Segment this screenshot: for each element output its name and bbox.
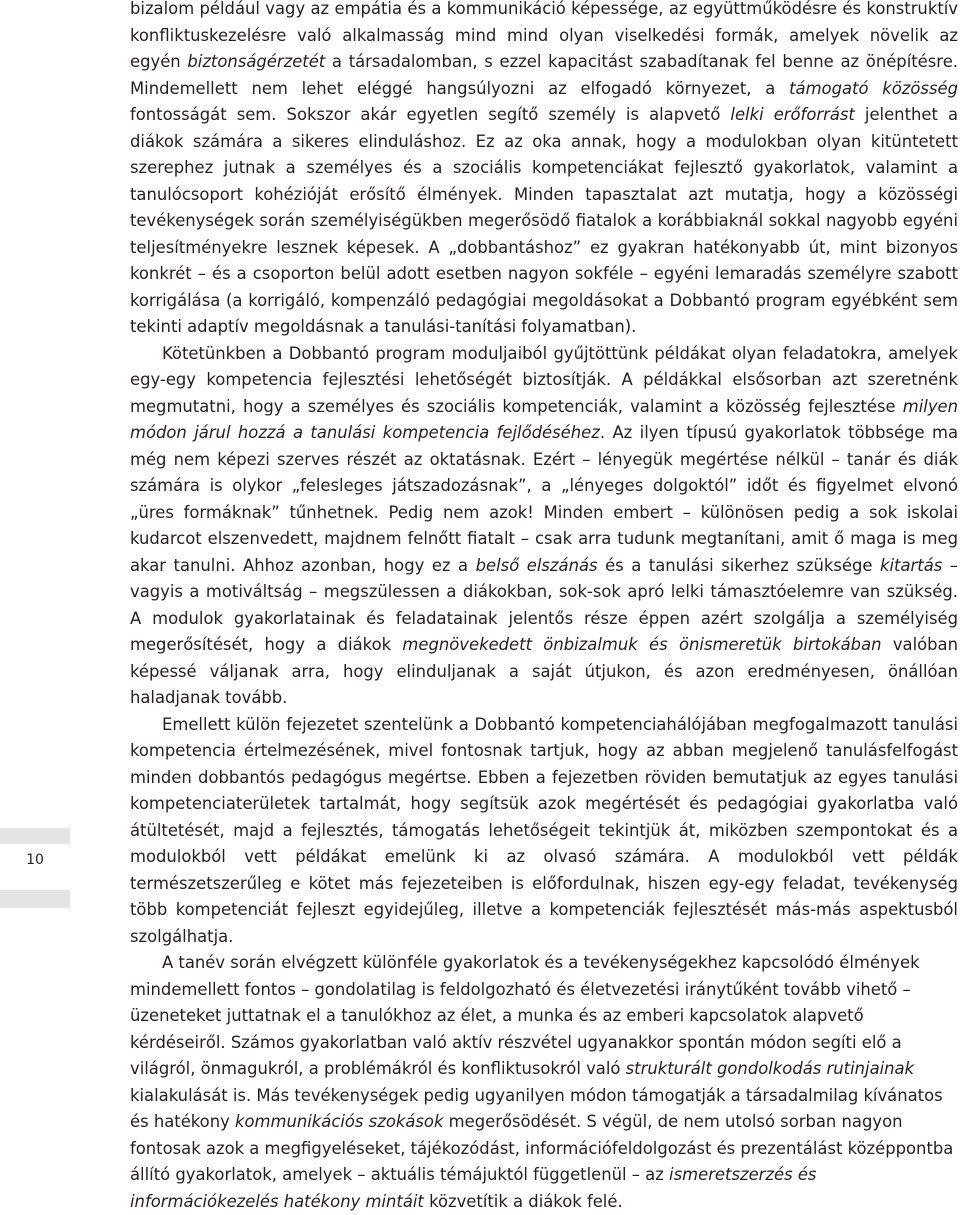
text-run: a társadalomban, s ezzel kapacitást szabadítanak fel benne az önépítésre. Mindemellett nem lehet eléggé hangsúlyozni az elfogadó környezet, a bbox=[130, 52, 958, 98]
paragraph bbox=[130, 341, 958, 712]
emphasized-text: belső elszánás bbox=[475, 555, 598, 575]
text-run: Emellett külön fejezetet szentelünk a Dobbantó kompetenciahálójában megfogalmazott tanulási kompetencia értelmezésének, mivel fontosnak tartjuk, hogy az abban megjelenő tanulásfelfogást minden dobbantós pedagógus megértse. Ebben a fejezetben röviden bemutatjuk az egyes tanulási kompetenciaterületek tartalmát, hogy segítsük azok megértését és pedagógiai gyakorlatba való átültetését, majd a fejlesztés, támogatás lehetőségeit tekintjük át, miközben szempontokat és a modulokból vett példákat emelünk ki az olvasó számára. A modulokból vett példák természetszerűleg e kötet más fejezeteiben is előfordulnak, hiszen egy-egy feladat, tevékenység több kompetenciát fejleszt egyidejűleg, illetve a kompetenciák fejlesztését más-más aspektusból szolgálhatja. bbox=[130, 714, 958, 946]
paragraph bbox=[130, 0, 958, 341]
paragraph bbox=[130, 712, 958, 951]
emphasized-text: milyen módon járul hozzá a tanulási kompetencia fejlődéséhez bbox=[130, 396, 958, 442]
margin-decoration-bar bbox=[0, 828, 70, 844]
paragraph bbox=[130, 950, 958, 1215]
emphasized-text: biztonságérzetét bbox=[187, 52, 326, 71]
emphasized-text: kommunikációs szokások bbox=[235, 1112, 444, 1131]
text-run: megerősödését. S végül, de nem utolsó sorban nagyon fontosak azok a megfigyeléseket, tájékozódást, információfeldolgozást és prezentálást középpontba állító gyakorlatok, amelyek – aktuális témájuktól függetlenül – az bbox=[130, 1112, 954, 1184]
text-run: Kötetünkben a Dobbantó program moduljaiból gyűjtöttünk példákat olyan feladatokra, amelyek egy-egy kompetencia fejlesztési lehetőségét biztosítják. A példákkal elsősorban azt szeretnénk megmutatni, hogy a személyes és szociális kompetenciák, valamint a közösség fejlesztése bbox=[130, 343, 958, 416]
text-run: fontosságát sem. Sokszor akár egyetlen segítő személy is alapvető bbox=[130, 105, 731, 124]
text-run: . Az ilyen típusú gyakorlatok többsége ma még nem képezi szerves részét az oktatásnak. Ezért – lényegük megértése nélkül – tanár és diák számára is olykor „felesleges játszadozásnak”, a „lényeges dolgoktól” időt és figyelmet elvonó „üres formáknak” tűnhetnek. Pedig nem azok! Minden embert – különösen pedig a sok iskolai kudarcot elszenvedett, majdnem felnőtt fiatalt – csak arra tudunk megtanítani, amit ő maga is meg akar tanulni. Ahhoz azonban, hogy ez a bbox=[130, 423, 958, 575]
emphasized-text: ismeretszerzés és információkezelés hatékony mintáit bbox=[130, 1165, 817, 1211]
text-run: jelenthet a diákok számára a sikeres elinduláshoz. Ez az oka annak, hogy a modulokban olyan kitüntetett szerephez jutnak a személyes és a szociális kompetenciákat fejlesztő gyakorlatok, valamint a tanulócsoport kohézióját erősítő élmények. Minden tapasztalat azt mutatja, hogy a közösségi tevékenységek során személyiségükben megerősödő fiatalok a korábbiaknál sokkal nagyobb egyéni teljesítményekre lesznek képesek. A „dobbantáshoz” ez gyakran hatékonyabb út, mint bizonyos konkrét – és a csoporton belül adott esetben nagyon sokféle – egyéni lemaradás személyre szabott korrigálása (a korrigáló, kompenzáló pedagógiai megoldásokat a Dobbantó program egyébként sem tekinti adaptív megoldásnak a tanulási-tanítási folyamatban). bbox=[130, 105, 958, 336]
text-run: – vagyis a motiváltság – megszülessen a diákokban, sok-sok apró lelki támasztóelemre van szükség. A modulok gyakorlatainak és feladatainak jelentős része éppen azért szolgálja a személyiség megerősítését, hogy a diákok bbox=[130, 555, 958, 654]
margin-decoration-bar bbox=[0, 890, 70, 908]
emphasized-text: strukturált gondolkodás rutinjainak bbox=[625, 1059, 915, 1078]
text-run: bizalom például vagy az empátia és a kommunikáció képessége, az együttműködésre és konstruktív konfliktuskezelésre való alkalmasság mind mind olyan viselkedési formák, amelyek növelik az egyén bbox=[130, 0, 958, 71]
emphasized-text: kitartás bbox=[880, 555, 943, 575]
text-run: közvetítik a diákok felé. bbox=[423, 1191, 623, 1211]
text-run: valóban képessé váljanak arra, hogy elinduljanak a saját útjukon, és azon eredményesen, önállóan haladjanak tovább. bbox=[130, 635, 958, 707]
text-run: és a tanulási sikerhez szüksége bbox=[597, 555, 881, 575]
body-text bbox=[130, 0, 958, 1215]
text-run: kialakulását is. Más tevékenységek pedig ugyanilyen módon támogatják a társadalmilag kívánatos és hatékony bbox=[130, 1085, 943, 1131]
page-number: 10 bbox=[26, 852, 44, 868]
text-run: A tanév során elvégzett különféle gyakorlatok és a tevékenységekhez kapcsolódó élmények mindemellett fontos – gondolatilag is feldolgozható és életvezetési iránytűként tovább vihető – üzeneteket juttatnak el a tanulókhoz az élet, a munka és az emberi kapcsolatok alapvető kérdéseiről. Számos gyakorlatban való aktív részvétel ugyanakkor spontán módon segíti elő a világról, önmagukról, a problémákról és konfliktusokról való bbox=[130, 953, 920, 1078]
emphasized-text: megnövekedett önbizalmuk és önismeretük birtokában bbox=[402, 635, 882, 654]
emphasized-text: támogató közösség bbox=[789, 78, 958, 98]
emphasized-text: lelki erőforrást bbox=[730, 105, 855, 124]
